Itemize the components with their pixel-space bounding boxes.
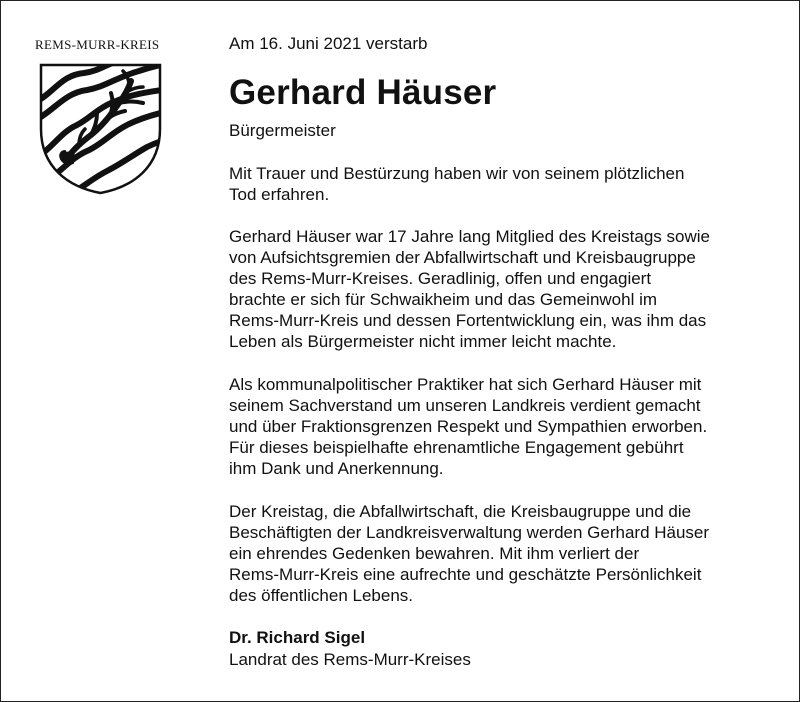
paragraph: Als kommunalpolitischer Praktiker hat sich Gerhard Häuser mit seinem Sachverstand um unseren Landkreis verdient gemacht und über Fraktionsgrenzen Respekt und Sympathien erworben. Für dieses beispielhafte ehrenamtliche Engagement gebührt ihm Dank und Anerkennung. <box>229 375 708 478</box>
paragraph: Der Kreistag, die Abfallwirtschaft, die Kreisbaugruppe und die Beschäftigten der Landkreisverwaltung werden Gerhard Häuser ein ehrendes Gedenken bewahren. Mit ihm verliert der Rems-Murr-Kreis eine aufrechte und geschätzte Persönlichkeit des öffentlichen Lebens. <box>229 502 710 605</box>
paragraph: Mit Trauer und Bestürzung haben wir von seinem plötzlichen Tod erfahren. <box>229 164 685 204</box>
signer-title: Landrat des Rems-Murr-Kreises <box>229 650 471 669</box>
deceased-role: Bürgermeister <box>229 121 336 140</box>
paragraph: Gerhard Häuser war 17 Jahre lang Mitglied des Kreistags sowie von Aufsichtsgremien der Abfallwirtschaft und Kreisbaugruppe des Rems-Murr-Kreises. Geradlinig, offen und engagiert brachte er sich für Schwaikheim und das Gemeinwohl im Rems-Murr-Kreis und dessen Fortentwicklung ein, was ihm das Leben als Bürgermeister nicht immer leicht machte. <box>229 227 710 351</box>
coat-of-arms-icon <box>39 63 162 195</box>
org-name: REMS-MURR-KREIS <box>35 37 160 52</box>
deceased-name: Gerhard Häuser <box>229 73 497 112</box>
signer-name: Dr. Richard Sigel <box>229 628 366 647</box>
intro-line: Am 16. Juni 2021 verstarb <box>229 34 428 53</box>
